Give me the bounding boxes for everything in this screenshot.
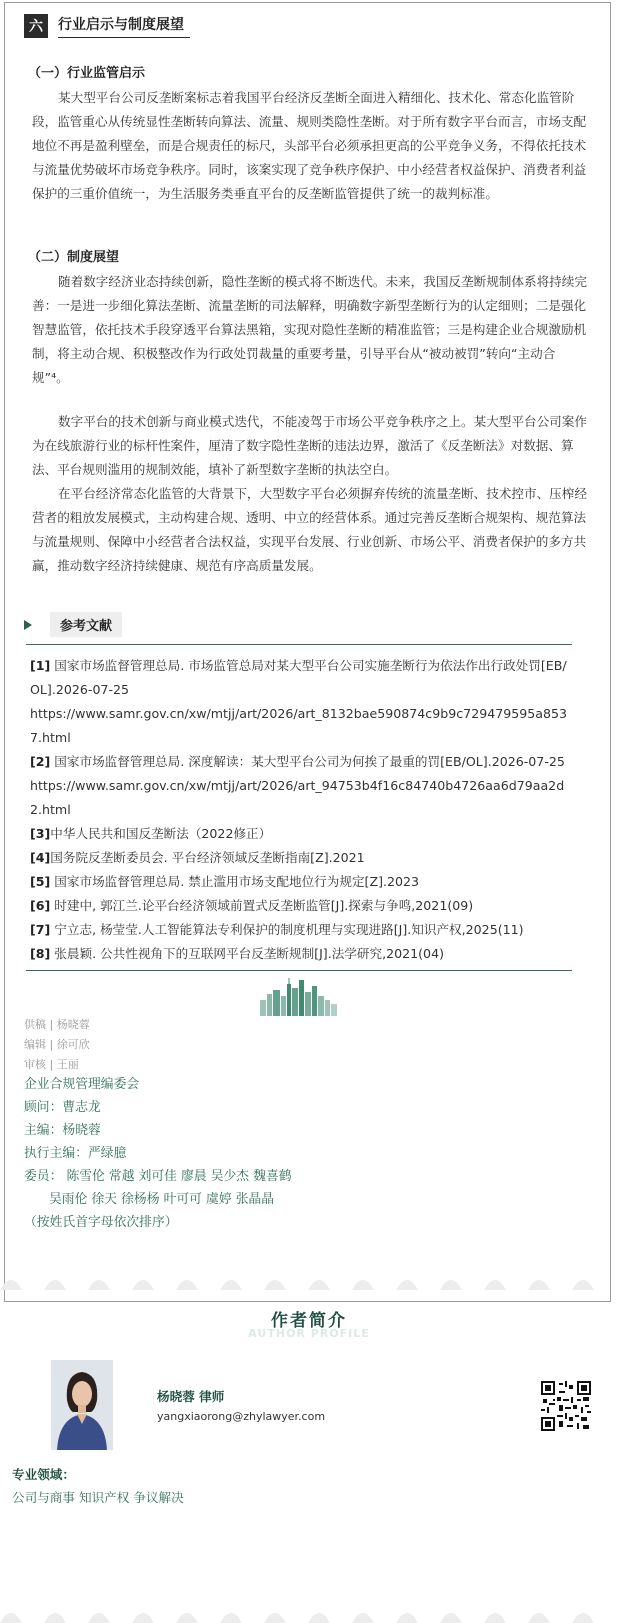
author-email[interactable]: yangxiaorong@zhylawyer.com: [157, 1410, 326, 1423]
divider-bottom: [26, 970, 572, 971]
city-skyline-icon: [256, 976, 340, 1016]
triangle-icon: [24, 620, 32, 630]
author-photo: [51, 1360, 113, 1450]
reference-item: [8] 张晨颖. 公共性视角下的互联网平台反垄断规制[J].法学研究,2021(04): [30, 946, 444, 961]
reference-link[interactable]: https://www.samr.gov.cn/xw/mtjj/art/2026/art_8132bae590874c9b9c729479595a8537.html: [30, 706, 568, 745]
committee-exec: 执行主编：严绿臆: [24, 1146, 127, 1161]
section-number: 六: [24, 14, 48, 38]
references-header: [24, 612, 122, 637]
part1-body: 某大型平台公司反垄断案标志着我国平台经济反垄断全面进入精细化、技术化、常态化监管阶段，监管重心从传统显性垄断转向算法、流量、规则类隐性垄断。对于所有数字平台而言，市场支配地位不再是盈利壁垒，而是合规责任的标尺，头部平台必须承担更高的公平竞争义务，不得依托技术与流量优势破坏市场竞争秩序。同时，该案实现了竞争秩序保护、中小经营者权益保护、消费者利益保护的三重价值统一，为生活服务类垂直平台的反垄断监管提供了统一的裁判标准。: [32, 90, 587, 201]
part2-body: 随着数字经济业态持续创新，隐性垄断的模式将不断迭代。未来，我国反垄断规制体系将持续完善：一是进一步细化算法垄断、流量垄断的司法解释，明确数字新型垄断行为的认定细则；二是强化智慧监管，依托技术手段穿透平台算法黑箱，实现对隐性垄断的精准监管；三是构建企业合规激励机制，将主动合规、积极整改作为行政处罚裁量的重要考量，引导平台从“被动被罚”转向“主动合规”⁴。: [32, 274, 587, 385]
reference-list: [30, 654, 575, 966]
committee-advisor: 顾问：曹志龙: [24, 1100, 101, 1115]
qr-code-icon: [541, 1381, 591, 1431]
practice-area-label: 专业领域：: [12, 1467, 75, 1482]
credit-editor: 编辑 | 徐可欣: [24, 1038, 90, 1051]
wave-divider-top: [0, 1270, 618, 1290]
reference-item: [4]国务院反垄断委员会. 平台经济领域反垄断指南[Z].2021: [30, 850, 365, 865]
author-subtitle: AUTHOR PROFILE: [248, 1327, 370, 1340]
credit-supply: 供稿 | 杨晓蓉: [24, 1018, 90, 1031]
committee-members-2: 吴雨伦 徐天 徐杨杨 叶可可 虞婷 张晶晶: [49, 1192, 275, 1207]
references-title: 参考文献: [50, 612, 122, 637]
credits: [24, 1015, 90, 1075]
reference-item: [1] 国家市场监督管理总局. 市场监管总局对某大型平台公司实施垄断行为依法作出行政处罚[EB/OL].2026-07-25 https://www.samr.gov.cn/xw/mtjj/art/2026/art_8132bae590874c9b9c729479595a8537.html: [30, 658, 568, 745]
section-title: 行业启示与制度展望: [58, 14, 190, 38]
closing-paragraph-2: 在平台经济常态化监管的大背景下，大型数字平台必须摒弃传统的流量垄断、技术控市、压榨经营者的粗放发展模式，主动构建合规、透明、中立的经营体系。通过完善反垄断合规架构、规范算法与流量规则、保障中小经营者合法权益，实现平台发展、行业创新、市场公平、消费者保护的多方共赢，推动数字经济持续健康、规范有序高质量发展。: [32, 486, 587, 573]
reference-item: [3]中华人民共和国反垄断法（2022修正）: [30, 826, 272, 841]
divider-top: [26, 644, 572, 645]
committee-note: （按姓氏首字母依次排序）: [24, 1215, 178, 1230]
committee-members-1: 委员： 陈雪伦 常越 刘可佳 廖晨 吴少杰 魏喜鹤: [24, 1169, 292, 1184]
reference-item: [2] 国家市场监督管理总局. 深度解读：某大型平台公司为何挨了最重的罚[EB/OL].2026-07-25 https://www.samr.gov.cn/xw/mtjj/art/2026/art_94753b4f16c84740b4726aa6d79aa2d2.html: [30, 754, 565, 817]
part2-heading: （二）制度展望: [28, 250, 120, 265]
section-header: [24, 14, 190, 38]
committee-chief: 主编：杨晓蓉: [24, 1123, 101, 1138]
reference-item: [7] 宁立志, 杨莹莹.人工智能算法专利保护的制度机理与实现进路[J].知识产权,2025(11): [30, 922, 524, 937]
credit-review: 审核 | 王丽: [24, 1058, 79, 1071]
wave-divider-bottom: [0, 1603, 618, 1623]
part2: [28, 246, 588, 390]
part1: [28, 62, 588, 206]
practice-areas: 公司与商事 知识产权 争议解决: [12, 1490, 184, 1505]
committee-name: 企业合规管理编委会: [24, 1077, 140, 1092]
reference-item: [6] 时建中, 郭江兰.论平台经济领域前置式反垄断监管[J].探索与争鸣,2021(09): [30, 898, 474, 913]
closing-paragraph-1: 数字平台的技术创新与商业模式迭代，不能凌驾于市场公平竞争秩序之上。某大型平台公司案作为在线旅游行业的标杆性案件，厘清了数字隐性垄断的违法边界，激活了《反垄断法》对数据、算法、平台规则滥用的规制效能，填补了新型数字垄断的执法空白。: [32, 414, 587, 477]
part1-heading: （一）行业监管启示: [28, 66, 146, 81]
reference-link[interactable]: https://www.samr.gov.cn/xw/mtjj/art/2026/art_94753b4f16c84740b4726aa6d79aa2d2.html: [30, 778, 565, 817]
author-title: 作者简介: [271, 1311, 347, 1331]
reference-item: [5] 国家市场监督管理总局. 禁止滥用市场支配地位行为规定[Z].2023: [30, 874, 420, 889]
editorial-committee: [24, 1073, 292, 1234]
closing: [32, 410, 588, 578]
author-name: 杨晓蓉 律师: [157, 1389, 225, 1404]
